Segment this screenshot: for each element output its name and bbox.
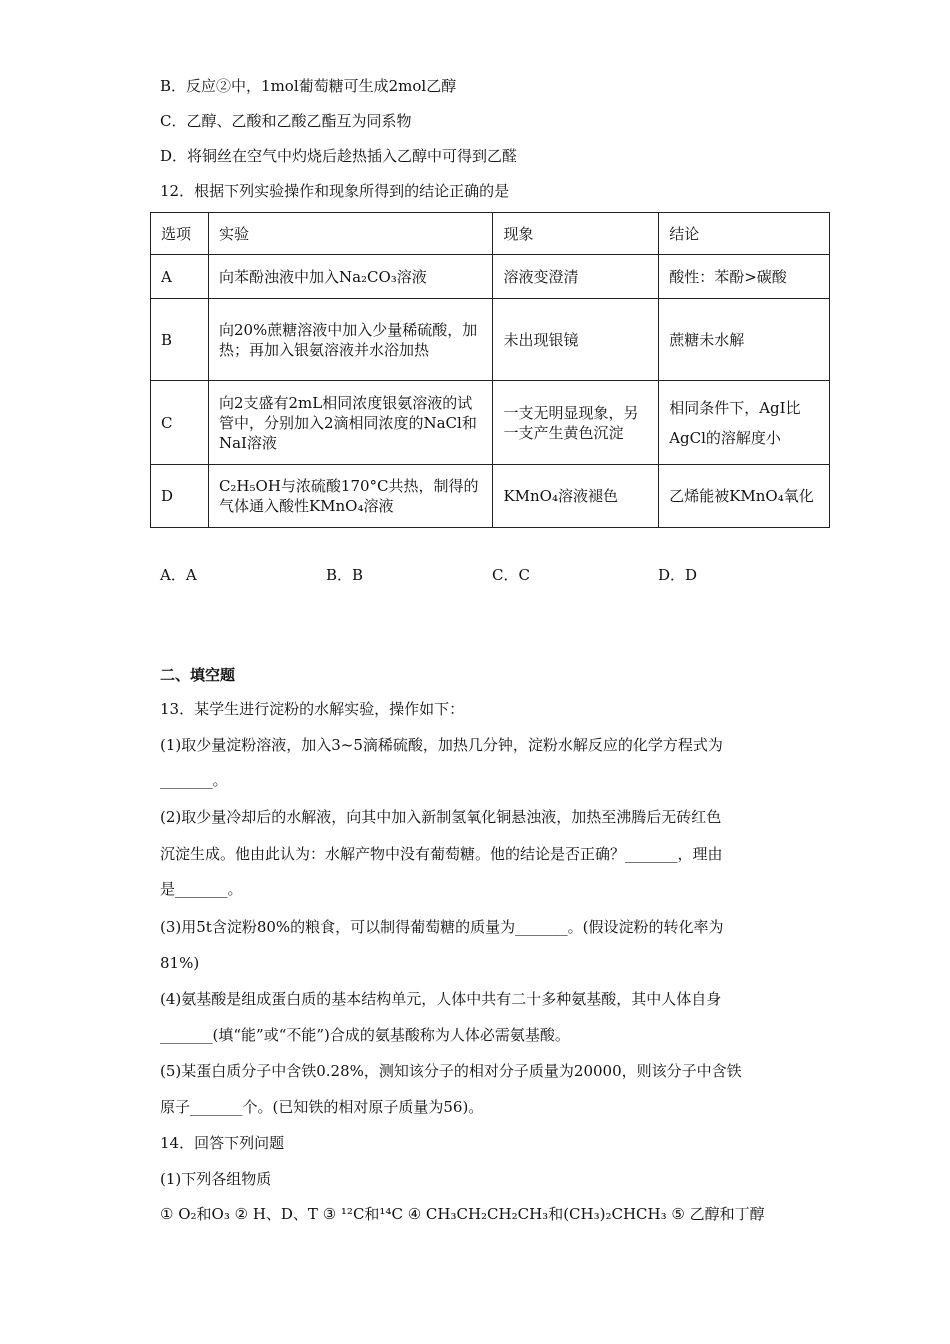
text-line: (1)取少量淀粉溶液，加入3~5滴稀硫酸，加热几分钟，淀粉水解反应的化学方程式为	[160, 736, 723, 754]
text-line: (4)氨基酸是组成蛋白质的基本结构单元，人体中共有二十多种氨基酸，其中人体自身	[160, 990, 722, 1008]
table-header: 现象	[493, 213, 659, 255]
table-header: 结论	[659, 213, 830, 255]
table-cell: 溶液变澄清	[493, 255, 659, 299]
text-line: _______。	[160, 771, 228, 789]
q12-choice-b: B．B	[326, 566, 364, 584]
text-line: (2)取少量冷却后的水解液，向其中加入新制氢氧化铜悬浊液，加热至沸腾后无砖红色	[160, 808, 722, 826]
table-cell: 向2支盛有2mL相同浓度银氨溶液的试管中，分别加入2滴相同浓度的NaCl和NaI溶液	[208, 381, 493, 465]
table-cell: KMnO₄溶液褪色	[493, 465, 659, 528]
q12-choice-a: A．A	[160, 566, 197, 584]
table-cell: 相同条件下，AgI比AgCl的溶解度小	[659, 381, 830, 465]
table-cell: 酸性：苯酚>碳酸	[659, 255, 830, 299]
table-cell: C	[151, 381, 209, 465]
text-line: (1)下列各组物质	[160, 1170, 272, 1188]
table-cell: 未出现银镜	[493, 299, 659, 381]
table-cell: 一支无明显现象，另一支产生黄色沉淀	[493, 381, 659, 465]
table-cell: A	[151, 255, 209, 299]
text-line: ① O₂和O₃ ② H、D、T ③ ¹²C和¹⁴C ④ CH₃CH₂CH₂CH₃和(CH₃)₂CHCH₃ ⑤ 乙醇和丁醇	[160, 1205, 765, 1223]
table-cell: 向苯酚浊液中加入Na₂CO₃溶液	[208, 255, 493, 299]
table-cell: 乙烯能被KMnO₄氧化	[659, 465, 830, 528]
q12-choice-c: C．C	[492, 566, 530, 584]
table-cell: C₂H₅OH与浓硫酸170°C共热，制得的气体通入酸性KMnO₄溶液	[208, 465, 493, 528]
text-line: 13．某学生进行淀粉的水解实验，操作如下：	[160, 700, 465, 718]
text-line: _______(填“能”或“不能”)合成的氨基酸称为人体必需氨基酸。	[160, 1026, 570, 1044]
table-cell: B	[151, 299, 209, 381]
table-cell: 向20%蔗糖溶液中加入少量稀硫酸，加热；再加入银氨溶液并水浴加热	[208, 299, 493, 381]
section-title: 二、填空题	[160, 666, 236, 684]
table-header-row	[151, 213, 830, 255]
q11-option-c: C．乙醇、乙酸和乙酸乙酯互为同系物	[160, 112, 412, 130]
text-line: 81%)	[160, 954, 200, 972]
table-row	[151, 465, 830, 528]
text-line: (5)某蛋白质分子中含铁0.28%，测知该分子的相对分子质量为20000，则该分子中含铁	[160, 1062, 742, 1080]
table-row	[151, 299, 830, 381]
q12-table	[150, 212, 830, 528]
q11-option-b: B．反应②中，1mol葡萄糖可生成2mol乙醇	[160, 77, 457, 95]
text-line: 是_______。	[160, 880, 243, 898]
table-cell: 蔗糖未水解	[659, 299, 830, 381]
text-line: (3)用5t含淀粉80%的粮食，可以制得葡萄糖的质量为_______。(假设淀粉的转化率为	[160, 918, 724, 936]
q12-stem: 12．根据下列实验操作和现象所得到的结论正确的是	[160, 182, 510, 200]
table-cell: D	[151, 465, 209, 528]
text-line: 沉淀生成。他由此认为：水解产物中没有葡萄糖。他的结论是否正确？_______，理由	[160, 845, 723, 863]
table-row	[151, 381, 830, 465]
table-header: 选项	[151, 213, 209, 255]
q12-choice-d: D．D	[658, 566, 698, 584]
table-header: 实验	[208, 213, 493, 255]
q11-option-d: D．将铜丝在空气中灼烧后趁热插入乙醇中可得到乙醛	[160, 147, 518, 165]
text-line: 14．回答下列问题	[160, 1134, 285, 1152]
text-line: 原子_______个。(已知铁的相对原子质量为56)。	[160, 1098, 484, 1116]
table-row	[151, 255, 830, 299]
